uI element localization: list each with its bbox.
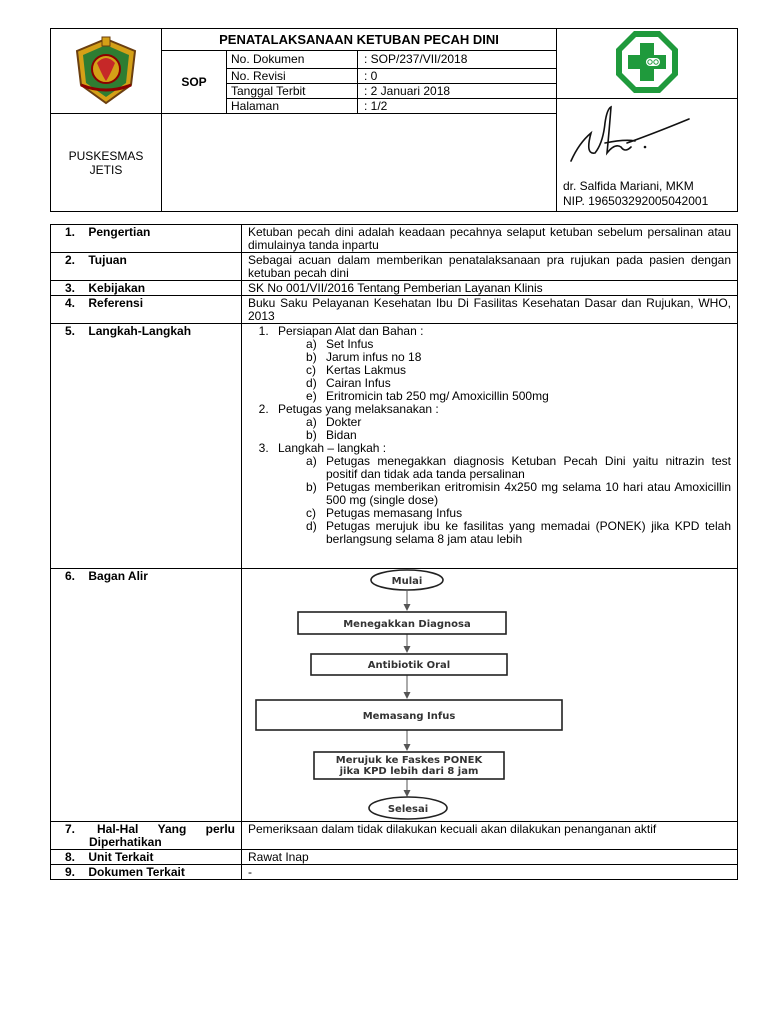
puskesmas-logo-cell <box>557 29 738 99</box>
row-dokumen-terkait <box>51 865 738 880</box>
list-item: Set Infus <box>326 337 374 351</box>
section-text: - <box>242 865 738 880</box>
organization-cell <box>51 114 162 212</box>
flow-step-label: Menegakkan Diagnosa <box>343 619 471 630</box>
row-tujuan <box>51 253 738 281</box>
list-item: Petugas memberikan eritromisin 4x250 mg selama 10 hari atau Amoxicillin 500 mg (single dose) <box>326 480 731 507</box>
section-label-word: Hal-Hal <box>97 822 139 836</box>
document-title: PENATALAKSANAAN KETUBAN PECAH DINI <box>162 29 557 51</box>
flow-start-label: Mulai <box>391 576 423 587</box>
section-heading <box>51 569 242 822</box>
step-group <box>272 442 731 546</box>
step-group <box>272 325 731 403</box>
regional-crest-logo <box>69 33 143 107</box>
puskesmas-logo <box>614 29 680 95</box>
flow-step-label: jika KPD lebih dari 8 jam <box>339 766 479 777</box>
list-item: Jarum infus no 18 <box>326 350 422 364</box>
section-number: 7. <box>65 822 76 836</box>
signature-image <box>565 103 695 173</box>
flowchart <box>242 569 736 821</box>
section-heading <box>51 865 242 880</box>
steps-cell <box>242 324 738 569</box>
flow-step-label: Antibiotik Oral <box>367 660 451 671</box>
step-sublist <box>278 416 731 442</box>
meta-label: Tanggal Terbit <box>227 84 358 99</box>
row-unit-terkait <box>51 850 738 865</box>
section-label: Bagan Alir <box>88 569 148 583</box>
meta-label: Halaman <box>227 99 358 114</box>
row-kebijakan <box>51 281 738 296</box>
flowchart-cell <box>242 569 738 822</box>
row-pengertian <box>51 225 738 253</box>
meta-value: : 2 Januari 2018 <box>358 84 557 99</box>
signer-name: dr. Salfida Mariani, MKM <box>563 179 694 193</box>
section-heading <box>51 253 242 281</box>
step-group <box>272 403 731 442</box>
section-text: Rawat Inap <box>242 850 738 865</box>
section-heading <box>51 850 242 865</box>
flow-end-label: Selesai <box>387 804 429 815</box>
meta-label: No. Revisi <box>227 69 358 84</box>
list-item: Eritromicin tab 250 mg/ Amoxicillin 500mg <box>326 389 549 403</box>
row-hal-hal <box>51 822 738 850</box>
section-heading <box>51 822 242 850</box>
section-label: Referensi <box>88 296 144 310</box>
list-item: Petugas memasang Infus <box>326 506 463 520</box>
row-langkah <box>51 324 738 569</box>
sop-header <box>50 28 738 212</box>
meta-value: : 1/2 <box>358 99 557 114</box>
section-label: Kebijakan <box>88 281 146 295</box>
section-label-line2: Diperhatikan <box>89 835 162 849</box>
list-item: Dokter <box>326 415 362 429</box>
section-text: SK No 001/VII/2016 Tentang Pemberian Layanan Klinis <box>242 281 738 296</box>
flow-step-label: Merujuk ke Faskes PONEK <box>335 755 483 766</box>
section-heading <box>51 225 242 253</box>
org-location: JETIS <box>89 162 123 177</box>
list-item: Bidan <box>326 428 357 442</box>
step-group-title: Langkah – langkah : <box>278 441 387 455</box>
section-label-word: Yang <box>157 822 187 836</box>
section-number: 2. <box>65 253 76 267</box>
signer-nip: NIP. 196503292005042001 <box>563 194 709 208</box>
section-heading <box>51 296 242 324</box>
org-name: PUSKESMAS <box>68 148 144 163</box>
meta-label: No. Dokumen <box>227 51 358 69</box>
meta-value: : SOP/237/VII/2018 <box>358 51 557 69</box>
signer-block <box>563 179 708 209</box>
section-number: 9. <box>65 865 76 879</box>
step-sublist <box>278 455 731 546</box>
step-group-title: Petugas yang melaksanakan : <box>278 402 439 416</box>
section-number: 8. <box>65 850 76 864</box>
list-item: Cairan Infus <box>326 376 391 390</box>
section-label: Langkah-Langkah <box>88 324 192 338</box>
list-item: Kertas Lakmus <box>326 363 407 377</box>
list-item: Petugas menegakkan diagnosis Ketuban Pecah Dini yaitu nitrazin test positif dan tidak ada tanda persalinan <box>326 454 731 481</box>
sop-body-table <box>50 224 738 880</box>
section-text: Sebagai acuan dalam memberikan penatalaksanaan pra rujukan pada pasien dengan ketuban pecah dini <box>242 253 738 281</box>
section-text: Buku Saku Pelayanan Kesehatan Ibu Di Fasilitas Kesehatan Dasar dan Rujukan, WHO, 2013 <box>242 296 738 324</box>
section-label: Unit Terkait <box>88 850 154 864</box>
section-heading <box>51 324 242 569</box>
section-number: 5. <box>65 324 76 338</box>
section-number: 6. <box>65 569 76 583</box>
section-text: Ketuban pecah dini adalah keadaan pecahnya selaput ketuban sebelum persalinan atau dimulainya tanda inpartu <box>242 225 738 253</box>
section-text: Pemeriksaan dalam tidak dilakukan kecuali akan dilakukan penanganan aktif <box>242 822 738 850</box>
regional-crest-cell <box>51 29 162 114</box>
section-heading <box>51 281 242 296</box>
section-label: Pengertian <box>88 225 151 239</box>
section-number: 4. <box>65 296 76 310</box>
section-number: 3. <box>65 281 76 295</box>
list-item: Petugas merujuk ibu ke fasilitas yang memadai (PONEK) jika KPD telah berlangsung selama 8 jam atau lebih <box>326 519 731 546</box>
meta-value: : 0 <box>358 69 557 84</box>
signature-cell <box>557 99 738 212</box>
step-group-title: Persiapan Alat dan Bahan : <box>278 324 424 338</box>
section-label: Dokumen Terkait <box>88 865 185 879</box>
section-label: Tujuan <box>88 253 127 267</box>
steps-list <box>248 325 731 546</box>
header-blank-cell <box>162 114 557 212</box>
sop-label: SOP <box>162 51 227 114</box>
row-referensi <box>51 296 738 324</box>
step-sublist <box>278 338 731 403</box>
row-bagan-alir <box>51 569 738 822</box>
flow-step-label: Memasang Infus <box>362 711 456 722</box>
section-number: 1. <box>65 225 76 239</box>
section-label-word: perlu <box>205 822 235 836</box>
